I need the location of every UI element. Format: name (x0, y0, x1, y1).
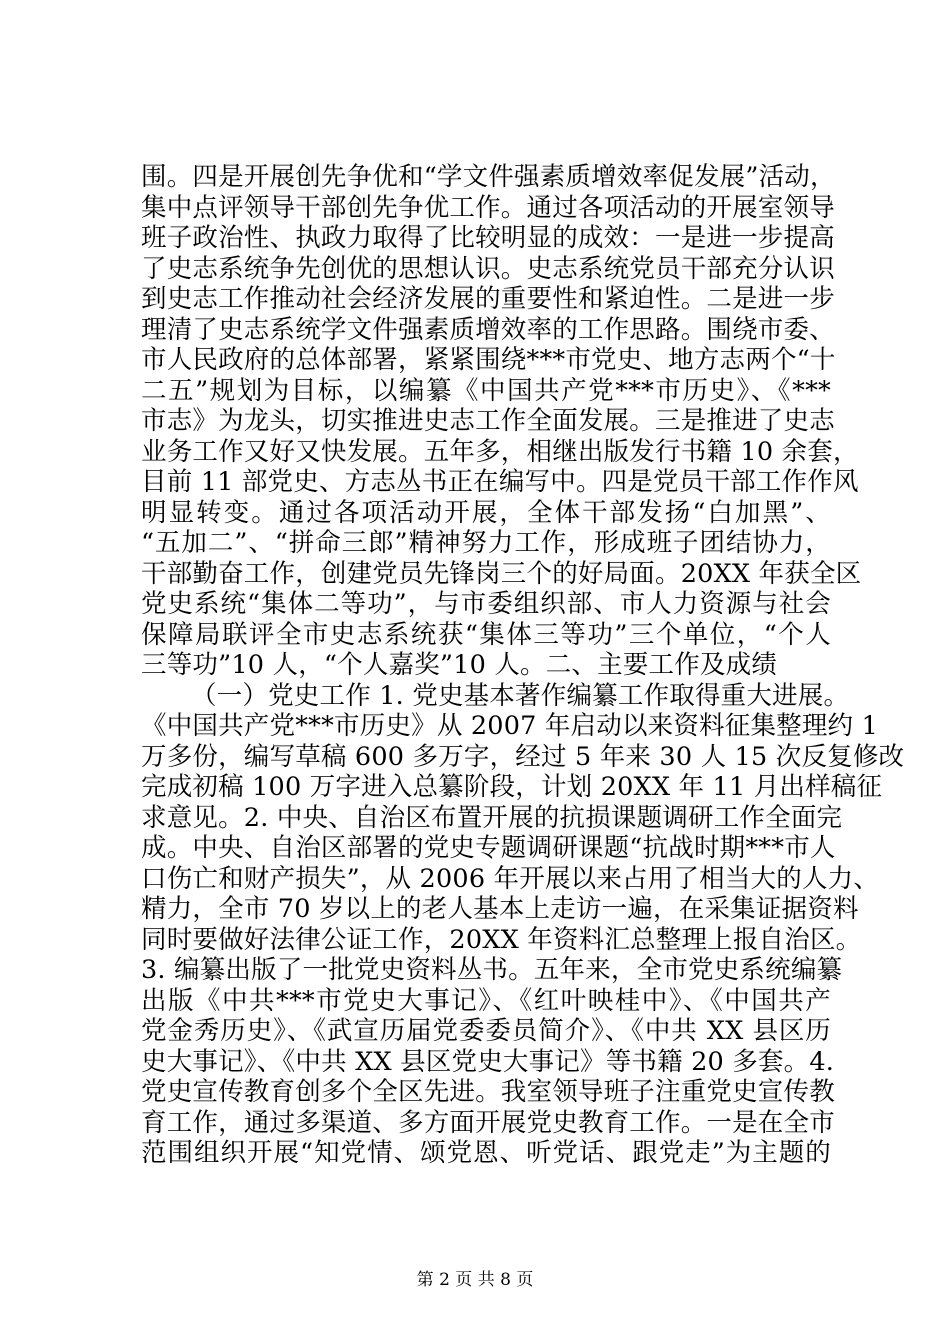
text-line: 党史宣传教育创多个全区先进。我室领导班子注重党史宣传教 (141, 1077, 835, 1107)
text-line: 3. 编纂出版了一批党史资料丛书。五年来，全市党史系统编纂 (141, 955, 843, 985)
text-line: 业务工作又好又快发展。五年多，相继出版发行书籍 10 余套， (141, 436, 859, 467)
text-line: 围。四是开展创先争优和“学文件强素质增效率促发展”活动， (141, 162, 836, 192)
text-line: 党金秀历史》、《武宣历届党委委员简介》、《中共 XX 县区历 (141, 1016, 831, 1046)
page-number: 第 2 页 共 8 页 (416, 1270, 534, 1290)
text-line: 集中点评领导干部创先争优工作。通过各项活动的开展室领导 (141, 192, 835, 223)
text-line: 万多份，编写草稿 600 多万字，经过 5 年来 30 人 15 次反复修改 (141, 741, 905, 772)
text-line: 保障局联评全市史志系统获“集体三等功”三个单位，“个人 (141, 619, 831, 650)
text-line: 《中国共产党***市历史》从 2007 年启动以来资料征集整理约 1 (141, 711, 878, 741)
text-line: 二五”规划为目标，以编纂《中国共产党***市历史》、《*** (141, 375, 831, 406)
section-heading-line: （一）党史工作 1. 党史基本著作编纂工作取得重大进展。 (191, 680, 850, 711)
text-line: 明显转变。通过各项活动开展，全体干部发扬“白加黑”、 (141, 497, 831, 528)
text-line: 求意见。2. 中央、自治区布置开展的抗损课题调研工作全面完 (141, 802, 843, 833)
text-line: 完成初稿 100 万字进入总纂阶段，计划 20XX 年 11 月出样稿征 (141, 772, 883, 802)
text-line: 出版《中共***市党史大事记》、《红叶映桂中》、《中国共产 (141, 985, 831, 1016)
text-line: 精力，全市 70 岁以上的老人基本上走访一遍，在采集证据资料 (141, 894, 859, 924)
document-body (141, 162, 905, 1169)
page-footer (0, 1270, 950, 1290)
text-line: 干部勤奋工作，创建党员先锋岗三个的好局面。20XX 年获全区 (141, 558, 862, 589)
text-line: 理清了史志系统学文件强素质增效率的工作思路。围绕市委、 (141, 314, 835, 345)
text-line: 市志》为龙头，切实推进史志工作全面发展。三是推进了史志 (141, 406, 835, 436)
text-line: “五加二”、“拼命三郎”精神努力工作，形成班子团结协力， (141, 528, 831, 558)
text-line: 范围组织开展“知党情、颂党恩、听党话、跟党走”为主题的 (141, 1138, 831, 1168)
text-line: 市人民政府的总体部署，紧紧围绕***市党史、地方志两个“十 (141, 345, 836, 375)
text-line: 班子政治性、执政力取得了比较明显的成效：一是进一步提高 (141, 223, 835, 253)
text-line: 到史志工作推动社会经济发展的重要性和紧迫性。二是进一步 (141, 284, 835, 314)
text-line: 史大事记》、《中共 XX 县区党史大事记》等书籍 20 多套。4. (141, 1046, 835, 1077)
text-line: 党史系统“集体二等功”，与市委组织部、市人力资源与社会 (141, 589, 831, 619)
text-line: 目前 11 部党史、方志丛书正在编写中。四是党员干部工作作风 (141, 467, 859, 497)
text-line: 育工作，通过多渠道、多方面开展党史教育工作。一是在全市 (141, 1107, 835, 1138)
text-line: 了史志系统争先创优的思想认识。史志系统党员干部充分认识 (141, 253, 835, 284)
text-line: 成。中央、自治区部署的党史专题调研课题“抗战时期***市人 (141, 833, 836, 863)
text-line: 同时要做好法律公证工作，20XX 年资料汇总整理上报自治区。 (141, 924, 862, 955)
text-line: 口伤亡和财产损失”，从 2006 年开展以来占用了相当大的人力、 (141, 863, 880, 894)
text-line: 三等功”10 人，“个人嘉奖”10 人。二、主要工作及成绩 (141, 650, 778, 680)
